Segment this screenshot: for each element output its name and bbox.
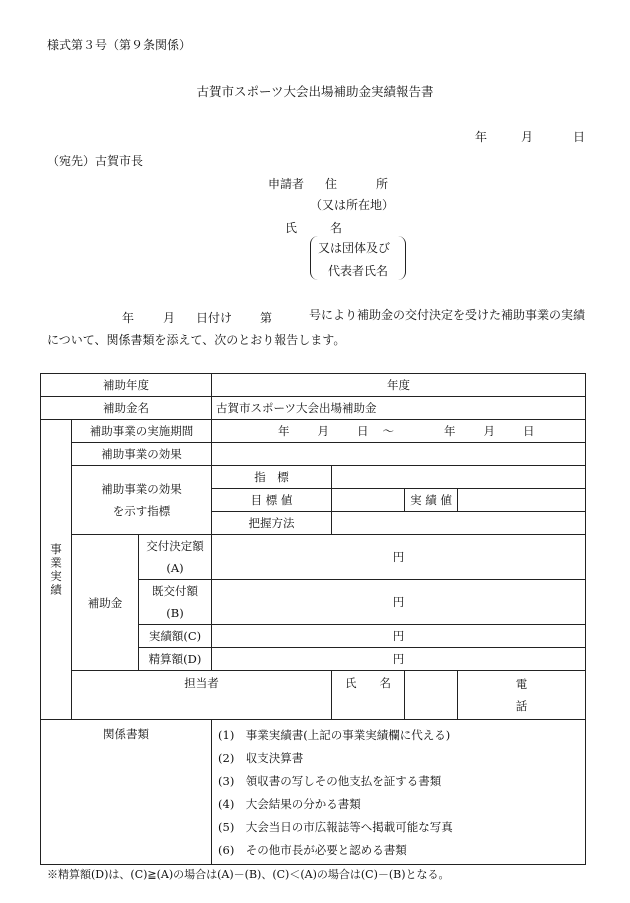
decided-amount-label: 交付決定額 (A) [139, 535, 212, 580]
body-paragraph: 号により補助金の交付決定を受けた補助事業の実績について、関係書類を添えて、次のとおり報告します。 [47, 308, 586, 347]
effect-value [212, 443, 586, 466]
indicator-value [332, 466, 586, 489]
subsidy-label: 補助金 [72, 535, 139, 671]
tel-label: 電 話 [458, 671, 586, 720]
target-value-label: 目 標 値 [212, 489, 332, 512]
indicator-group-label: 補助事業の効果 を示す指標 [72, 466, 212, 535]
document-title: 古賀市スポーツ大会出場補助金実績報告書 [196, 84, 434, 99]
address-label-a: 住 [325, 177, 338, 191]
docs-label: 関係書類 [41, 720, 212, 865]
list-item: (1) 事業実績書(上記の事業実績欄に代える) [218, 728, 451, 742]
decided-amount-yen: 円 [212, 535, 586, 580]
actual-value-label: 実 績 値 [405, 489, 458, 512]
paid-amount-label: 既交付額 (B) [139, 580, 212, 625]
period-value: 年 月 日 ～ 年 月 日 [212, 420, 586, 443]
date-month: 月 [521, 130, 534, 144]
list-item: (4) 大会結果の分かる書類 [218, 797, 361, 811]
date-year: 年 [475, 130, 488, 144]
name-label-a: 氏 [285, 221, 298, 235]
report-table [40, 373, 586, 865]
settlement-yen: 円 [212, 648, 586, 671]
paid-amount-yen: 円 [212, 580, 586, 625]
subsidy-name-value: 古賀市スポーツ大会出場補助金 [212, 397, 586, 420]
address-note: （又は所在地） [310, 198, 395, 212]
person-label: 担当者 [72, 671, 332, 720]
method-value [332, 512, 586, 535]
body-number-prefix: 第 [260, 311, 273, 325]
name-label-b: 名 [330, 221, 343, 235]
person-name-value [405, 671, 458, 720]
list-item: (5) 大会当日の市広報誌等へ掲載可能な写真 [218, 820, 453, 834]
actual-value-cell [458, 489, 586, 512]
indicator-label: 指 標 [212, 466, 332, 489]
settlement-label: 精算額(D) [139, 648, 212, 671]
method-label: 把握方法 [212, 512, 332, 535]
results-group-label: 事業実績 [41, 420, 72, 720]
fiscal-year-value: 年度 [212, 374, 586, 397]
actual-amount-yen: 円 [212, 625, 586, 648]
applicant-label: 申請者 [268, 177, 305, 191]
subsidy-name-label: 補助金名 [41, 397, 212, 420]
actual-amount-label: 実績額(C) [139, 625, 212, 648]
fiscal-year-label: 補助年度 [41, 374, 212, 397]
address-label-b: 所 [376, 177, 389, 191]
target-value-cell [332, 489, 405, 512]
body-month: 月 [163, 311, 176, 325]
addressee: （宛先）古賀市長 [47, 154, 144, 168]
date-day: 日 [573, 130, 586, 144]
org-line-1: 又は団体及び [318, 241, 391, 255]
body-year: 年 [122, 311, 135, 325]
docs-list [212, 720, 586, 865]
list-item: (3) 領収書の写しその他支払を証する書類 [218, 774, 442, 788]
effect-label: 補助事業の効果 [72, 443, 212, 466]
period-label: 補助事業の実施期間 [72, 420, 212, 443]
list-item: (6) その他市長が必要と認める書類 [218, 843, 407, 857]
form-number: 様式第３号（第９条関係） [47, 38, 192, 52]
org-line-2: 代表者氏名 [328, 264, 389, 278]
body-day-dated: 日付け [196, 311, 233, 325]
person-name-label: 氏 名 [332, 671, 405, 720]
footnote: ※精算額(D)は、(C)≧(A)の場合は(A)－(B)、(C)＜(A)の場合は(C)－(B)となる。 [47, 868, 450, 881]
list-item: (2) 収支決算書 [218, 751, 304, 765]
